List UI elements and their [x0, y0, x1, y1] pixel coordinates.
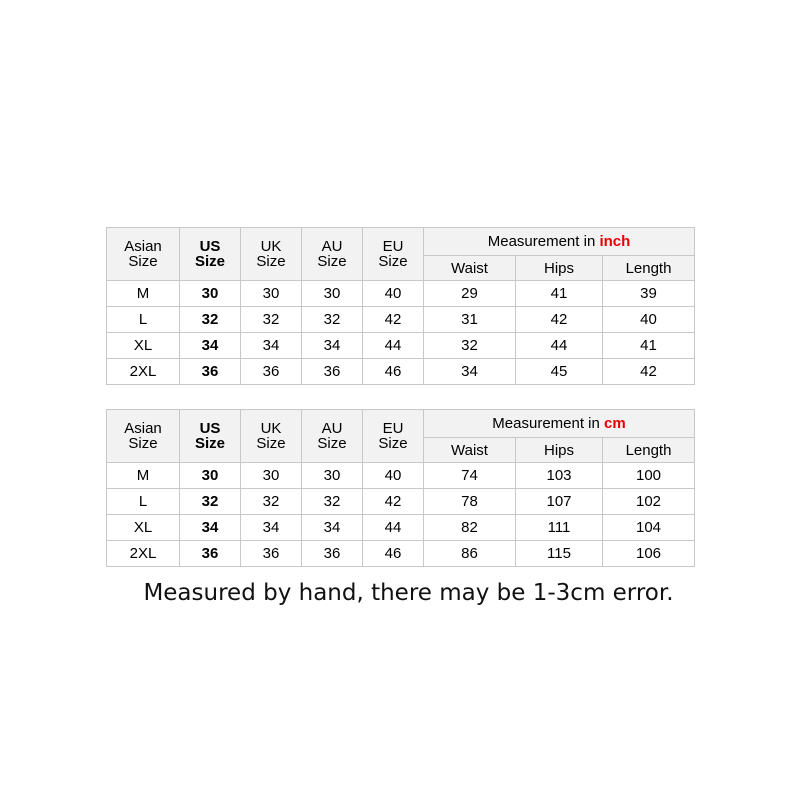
waist-cell: 82 — [424, 515, 516, 541]
table-row — [107, 463, 695, 489]
length-cell: 42 — [603, 359, 695, 385]
us-size-cell: 32 — [180, 307, 241, 333]
asian-size-cell: L — [107, 307, 180, 333]
table-row — [107, 489, 695, 515]
uk-size-cell: 32 — [241, 307, 302, 333]
asian-size-cell: 2XL — [107, 359, 180, 385]
length-header: Length — [603, 438, 695, 463]
uk-size-cell: 36 — [241, 541, 302, 567]
uk-size-header: UK Size — [241, 410, 302, 463]
waist-header: Waist — [424, 438, 516, 463]
asian-size-cell: L — [107, 489, 180, 515]
hips-header: Hips — [516, 438, 603, 463]
hips-cell: 42 — [516, 307, 603, 333]
hips-cell: 41 — [516, 281, 603, 307]
eu-size-cell: 44 — [363, 333, 424, 359]
us-size-cell: 34 — [180, 515, 241, 541]
table-row — [107, 281, 695, 307]
waist-cell: 86 — [424, 541, 516, 567]
length-cell: 104 — [603, 515, 695, 541]
hips-cell: 107 — [516, 489, 603, 515]
eu-size-header: EU Size — [363, 410, 424, 463]
size-chart-cm — [106, 409, 695, 567]
asian-size-header: Asian Size — [107, 228, 180, 281]
waist-cell: 32 — [424, 333, 516, 359]
measurement-header: Measurement in cm — [424, 410, 695, 438]
eu-size-cell: 44 — [363, 515, 424, 541]
waist-cell: 78 — [424, 489, 516, 515]
us-size-header: US Size — [180, 228, 241, 281]
table-row — [107, 333, 695, 359]
uk-size-cell: 32 — [241, 489, 302, 515]
au-size-cell: 36 — [302, 541, 363, 567]
hips-cell: 44 — [516, 333, 603, 359]
table-row — [107, 359, 695, 385]
au-size-cell: 36 — [302, 359, 363, 385]
eu-size-cell: 46 — [363, 359, 424, 385]
size-chart-inch — [106, 227, 695, 385]
eu-size-cell: 46 — [363, 541, 424, 567]
hips-cell: 115 — [516, 541, 603, 567]
hips-cell: 45 — [516, 359, 603, 385]
uk-size-cell: 30 — [241, 463, 302, 489]
uk-size-header: UK Size — [241, 228, 302, 281]
unit-label: inch — [599, 233, 631, 250]
eu-size-cell: 42 — [363, 307, 424, 333]
unit-label: cm — [604, 415, 626, 432]
au-size-header: AU Size — [302, 410, 363, 463]
length-cell: 106 — [603, 541, 695, 567]
length-cell: 39 — [603, 281, 695, 307]
us-size-cell: 34 — [180, 333, 241, 359]
hips-cell: 103 — [516, 463, 603, 489]
waist-cell: 31 — [424, 307, 516, 333]
measurement-note: Measured by hand, there may be 1-3cm error. — [143, 580, 674, 606]
length-cell: 40 — [603, 307, 695, 333]
hips-cell: 111 — [516, 515, 603, 541]
asian-size-cell: XL — [107, 333, 180, 359]
length-header: Length — [603, 256, 695, 281]
eu-size-cell: 40 — [363, 463, 424, 489]
waist-cell: 74 — [424, 463, 516, 489]
eu-size-header: EU Size — [363, 228, 424, 281]
length-cell: 102 — [603, 489, 695, 515]
uk-size-cell: 36 — [241, 359, 302, 385]
us-size-header: US Size — [180, 410, 241, 463]
table-row — [107, 541, 695, 567]
us-size-cell: 36 — [180, 359, 241, 385]
waist-cell: 29 — [424, 281, 516, 307]
asian-size-cell: XL — [107, 515, 180, 541]
asian-size-cell: M — [107, 281, 180, 307]
asian-size-cell: M — [107, 463, 180, 489]
us-size-cell: 32 — [180, 489, 241, 515]
au-size-cell: 30 — [302, 281, 363, 307]
us-size-cell: 30 — [180, 463, 241, 489]
hips-header: Hips — [516, 256, 603, 281]
uk-size-cell: 34 — [241, 333, 302, 359]
measurement-header: Measurement in inch — [424, 228, 695, 256]
us-size-cell: 36 — [180, 541, 241, 567]
asian-size-header: Asian Size — [107, 410, 180, 463]
length-cell: 41 — [603, 333, 695, 359]
table-row — [107, 307, 695, 333]
au-size-cell: 32 — [302, 307, 363, 333]
us-size-cell: 30 — [180, 281, 241, 307]
au-size-cell: 30 — [302, 463, 363, 489]
uk-size-cell: 30 — [241, 281, 302, 307]
uk-size-cell: 34 — [241, 515, 302, 541]
waist-cell: 34 — [424, 359, 516, 385]
asian-size-cell: 2XL — [107, 541, 180, 567]
table-row — [107, 515, 695, 541]
waist-header: Waist — [424, 256, 516, 281]
eu-size-cell: 40 — [363, 281, 424, 307]
au-size-cell: 34 — [302, 333, 363, 359]
au-size-header: AU Size — [302, 228, 363, 281]
length-cell: 100 — [603, 463, 695, 489]
au-size-cell: 34 — [302, 515, 363, 541]
au-size-cell: 32 — [302, 489, 363, 515]
eu-size-cell: 42 — [363, 489, 424, 515]
